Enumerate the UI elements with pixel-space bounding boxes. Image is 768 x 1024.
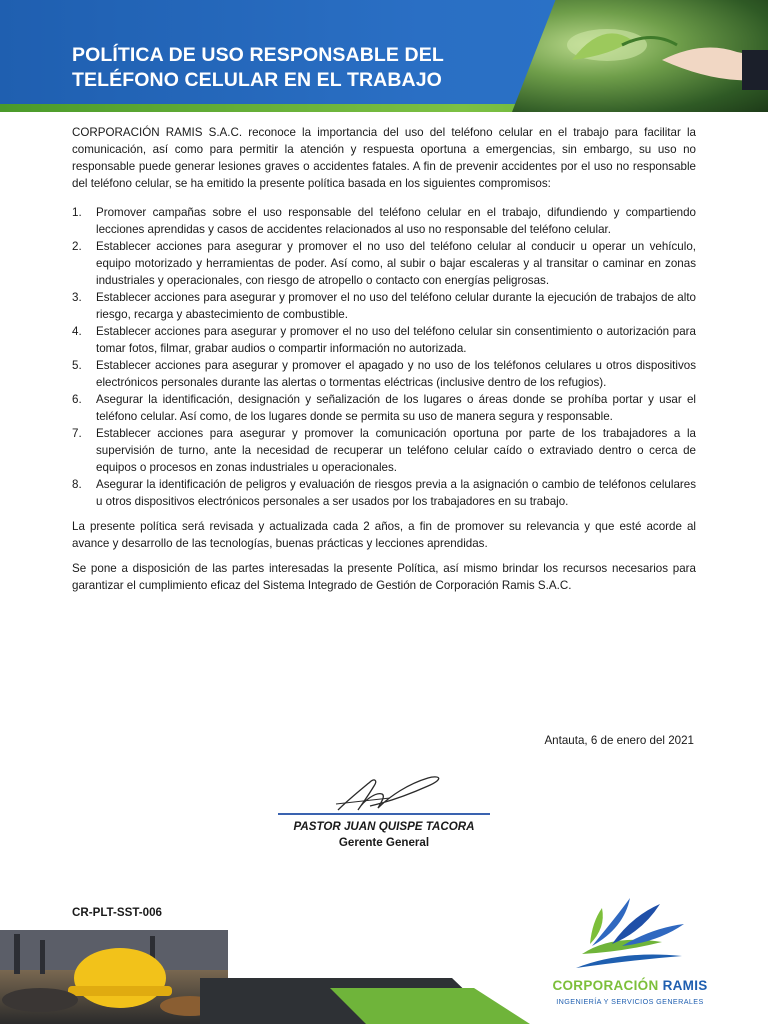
list-item-text: Establecer acciones para asegurar y promover el no uso del teléfono celular al conducir u operar un vehículo, equipo motorizado y herramientas de poder. Así como, al subir o bajar escaleras y al transitar o caminar en zonas industriales y operacionales, con riesgo de atropello o contacto con energías peligrosas. [96,240,696,287]
list-item-number: 2. [72,240,82,253]
company-logo [540,894,720,1019]
list-item-number: 8. [72,478,82,491]
list-item-number: 5. [72,359,82,372]
list-item-text: Establecer acciones para asegurar y promover el apagado y no uso de los teléfonos celulares u otros dispositivos electrónicos personales durante las alertas o tormentas eléctricas (inclusive dentro de los refugios). [96,359,696,389]
policy-body [72,124,696,602]
footer-helmet-photo [0,930,228,1024]
signature-line [278,813,490,815]
availability-paragraph: Se pone a disposición de las partes interesadas la presente Política, así mismo brindar los recursos necesarios para garantizar el cumplimiento eficaz del Sistema Integrado de Gestión de Corporación Ramis S.A.C. [72,562,696,592]
list-item-text: Establecer acciones para asegurar y promover el no uso del teléfono celular durante la ejecución de trabajos de alto riesgo, recarga y abastecimiento de combustible. [96,291,696,321]
page-title [72,43,512,93]
list-item-number: 7. [72,427,82,440]
list-item-text: Establecer acciones para asegurar y promover la comunicación oportuna por parte de los trabajadores a la supervisión de turno, ante la necesidad de recuperar un teléfono celular caído o extraviado dentro o cerca de equipos o procesos en zonas industriales u operacionales. [96,427,696,474]
list-item-text: Promover campañas sobre el uso responsable del teléfono celular en el trabajo, difundiendo y compartiendo lecciones aprendidas y casos de accidentes relacionados al uso no responsable del teléfono celular. [96,206,696,236]
list-item [72,238,696,289]
signatory-name: PASTOR JUAN QUISPE TACORA [293,820,475,833]
logo-tagline: INGENIERÍA Y SERVICIOS GENERALES [556,997,704,1006]
page-title-line-1: POLÍTICA DE USO RESPONSABLE DEL [72,44,444,66]
list-item-text: Asegurar la identificación, designación y señalización de los lugares o áreas donde se prohíba portar y usar el teléfono celular. Así como, de los lugares donde se permita su uso de manera segura y responsable. [96,393,696,423]
handwritten-signature-icon [278,770,490,816]
list-item [72,357,696,391]
ramis-leaf-logo-icon [562,894,692,974]
logo-brand-part-1: CORPORACIÓN [552,978,659,993]
list-item-text: Establecer acciones para asegurar y promover el no uso del teléfono celular sin consentimiento o autorización para tomar fotos, filmar, grabar audios o compartir información no autorizada. [96,325,696,355]
logo-brand-name [540,978,720,993]
page-title-line-2: TELÉFONO CELULAR EN EL TRABAJO [72,69,442,91]
signature-image [278,770,490,816]
review-paragraph: La presente política será revisada y actualizada cada 2 años, a fin de promover su relevancia y que esté acorde al avance y desarrollo de las tecnologías, buenas prácticas y lecciones aprendidas. [72,520,696,550]
list-item-number: 4. [72,325,82,338]
hard-hat-and-gloves-icon [0,930,228,1024]
signatory-role: Gerente General [338,836,430,849]
place-and-date: Antauta, 6 de enero del 2021 [544,734,694,747]
plant-and-hand-icon [512,0,768,112]
list-item-number: 1. [72,206,82,219]
list-item [72,391,696,425]
document-code: CR-PLT-SST-006 [72,906,162,919]
list-item-number: 6. [72,393,82,406]
list-item [72,476,696,510]
list-item [72,323,696,357]
logo-brand-part-2: RAMIS [662,978,708,993]
list-item [72,289,696,323]
header-handshake-photo [512,0,768,112]
list-item-text: Asegurar la identificación de peligros y evaluación de riesgos previa a la asignación o cambio de teléfonos celulares u otros dispositivos electrónicos personales a ser usados por los trabajadores en su trabajo. [96,478,696,508]
commitments-list [72,204,696,510]
list-item [72,204,696,238]
intro-paragraph: CORPORACIÓN RAMIS S.A.C. reconoce la importancia del uso del teléfono celular en el trabajo para facilitar la comunicación, así como para permitir la atención y respuesta oportuna a emergencias, sin embargo, su uso no responsable puede generar lesiones graves o accidentes fatales. A fin de prevenir accidentes por el uso no responsable del teléfono celular, se ha emitido la presente política basada en los siguientes compromisos: [72,126,696,190]
list-item-number: 3. [72,291,82,304]
list-item [72,425,696,476]
header-banner [0,0,768,118]
